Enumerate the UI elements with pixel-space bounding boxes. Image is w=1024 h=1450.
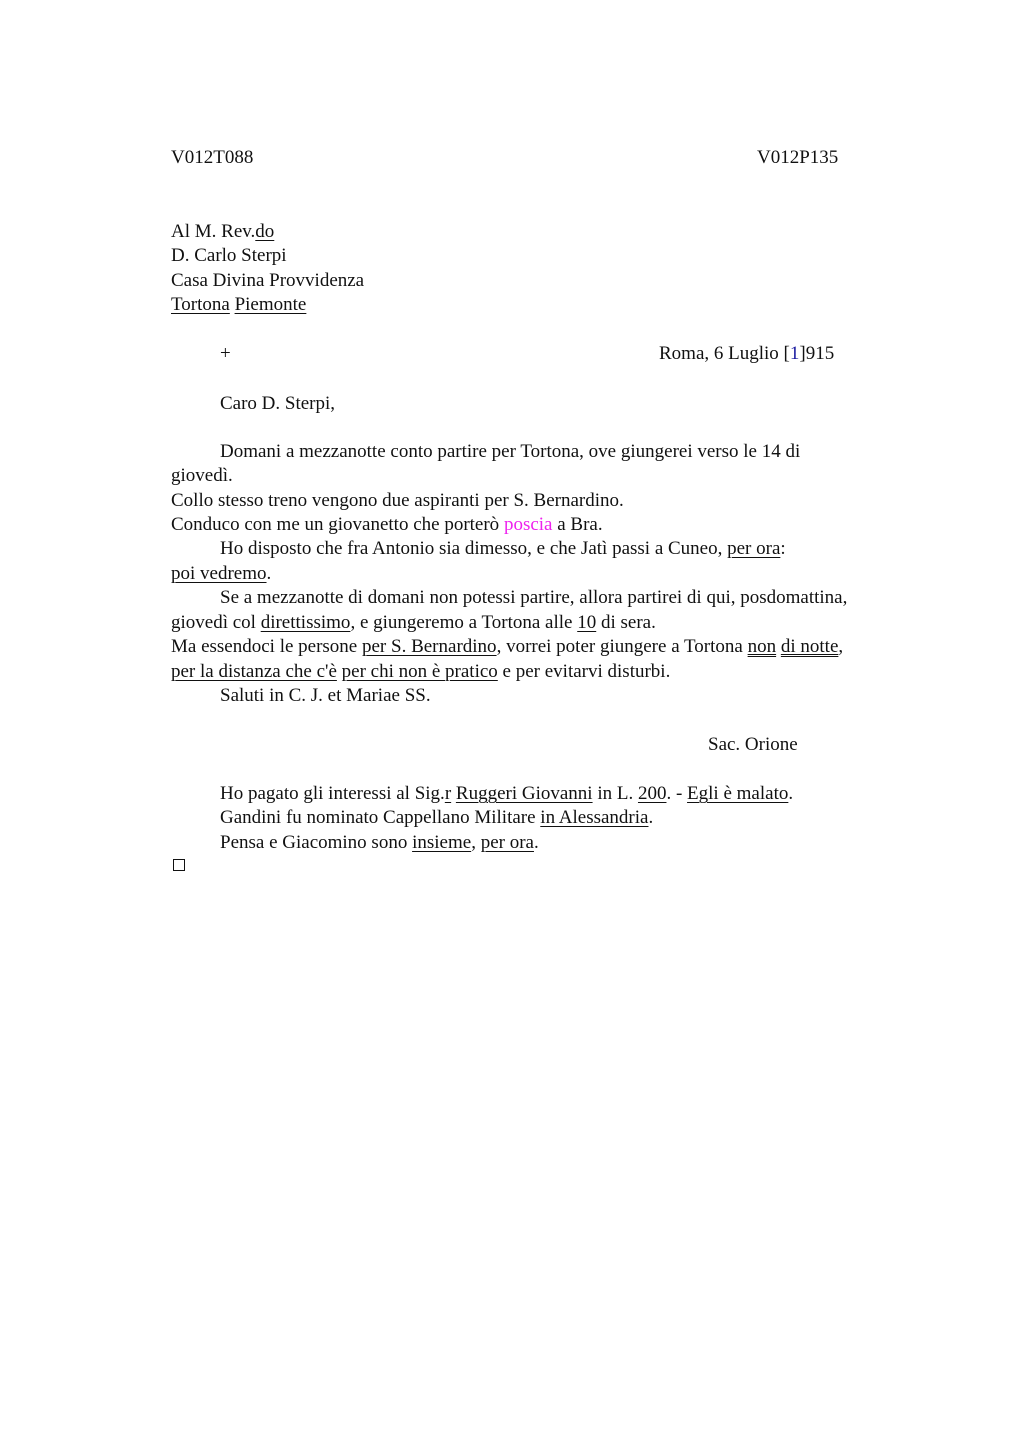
underlined-text: 200 [637,783,667,804]
body-line [171,562,271,586]
signature: Sac. Orione [708,734,798,755]
page-code-right: V012P135 [757,147,839,168]
underlined-text: direttissimo [260,612,351,633]
double-underlined-text: di notte [780,636,839,657]
underlined-text: insieme [412,832,472,853]
address-line-3: Casa Divina Provvidenza [171,270,365,291]
underlined-text: per la distanza che c'è [171,661,337,682]
text: di sera. [596,612,656,633]
underlined-text: per chi non è pratico [341,661,498,682]
postscript-line [220,831,539,855]
text: . [648,807,654,828]
address-line-4 [171,293,306,317]
double-underlined-text: non [747,636,777,657]
underlined-text: per ora [727,538,781,559]
text: . - [666,783,688,804]
salutation: Caro D. Sterpi, [220,393,336,414]
text: Gandini fu nominato Cappellano Militare [220,807,541,828]
underlined-text: in Alessandria [540,807,649,828]
text: e per evitarvi disturbi. [497,661,671,682]
underlined-text: Ruggeri Giovanni [455,783,593,804]
text: . [788,783,794,804]
closing-line: Saluti in C. J. et Mariae SS. [220,685,431,706]
editorial-insert: 1 [789,343,800,364]
underlined-text: Tortona [171,294,230,315]
text: , e giungeremo a Tortona alle [350,612,578,633]
postscript-line [220,806,653,830]
text: , [471,832,481,853]
text: . [533,832,539,853]
underlined-text: r [444,783,452,804]
body-line: Se a mezzanotte di domani non potessi partire, allora partirei di qui, posdomattina, [220,587,848,608]
underlined-text: Egli è malato [687,783,789,804]
text: Ho disposto che fra Antonio sia dimesso, e che Jatì passi a Cuneo, [220,538,728,559]
text: Ho pagato gli interessi al Sig. [220,783,445,804]
cross-symbol: + [220,343,231,364]
dateline [659,342,834,366]
end-marker-square-icon [173,859,185,871]
body-line [220,537,786,561]
address-line-2: D. Carlo Sterpi [171,245,287,266]
highlighted-word: poscia [503,514,553,535]
text: Conduco con me un giovanetto che porterò [171,514,504,535]
body-line [171,611,656,635]
body-line [171,513,603,537]
text: Al M. Rev. [171,221,256,242]
body-line: Domani a mezzanotte conto partire per Tortona, ove giungerei verso le 14 di [220,441,801,462]
text: , vorrei poter giungere a Tortona [496,636,748,657]
text: in L. [592,783,638,804]
volume-code-left: V012T088 [171,147,254,168]
text: , [838,636,844,657]
underlined-text: 10 [577,612,597,633]
underlined-text: per S. Bernardino [362,636,497,657]
body-line [171,635,843,659]
text: Pensa e Giacomino sono [220,832,413,853]
text: . [266,563,272,584]
address-line-1 [171,220,274,244]
text: a Bra. [552,514,603,535]
text: : [780,538,786,559]
text: giovedì col [171,612,261,633]
text: Roma, 6 Luglio [ [659,343,790,364]
body-line: giovedì. [171,465,233,486]
underlined-text: Piemonte [234,294,307,315]
postscript-line [220,782,793,806]
underlined-text: poi vedremo [171,563,267,584]
body-line: Collo stesso treno vengono due aspiranti per S. Bernardino. [171,490,624,511]
body-line [171,660,670,684]
underlined-text: per ora [480,832,534,853]
text: ]915 [799,343,835,364]
text: Ma essendoci le persone [171,636,362,657]
underlined-text: do [255,221,275,242]
